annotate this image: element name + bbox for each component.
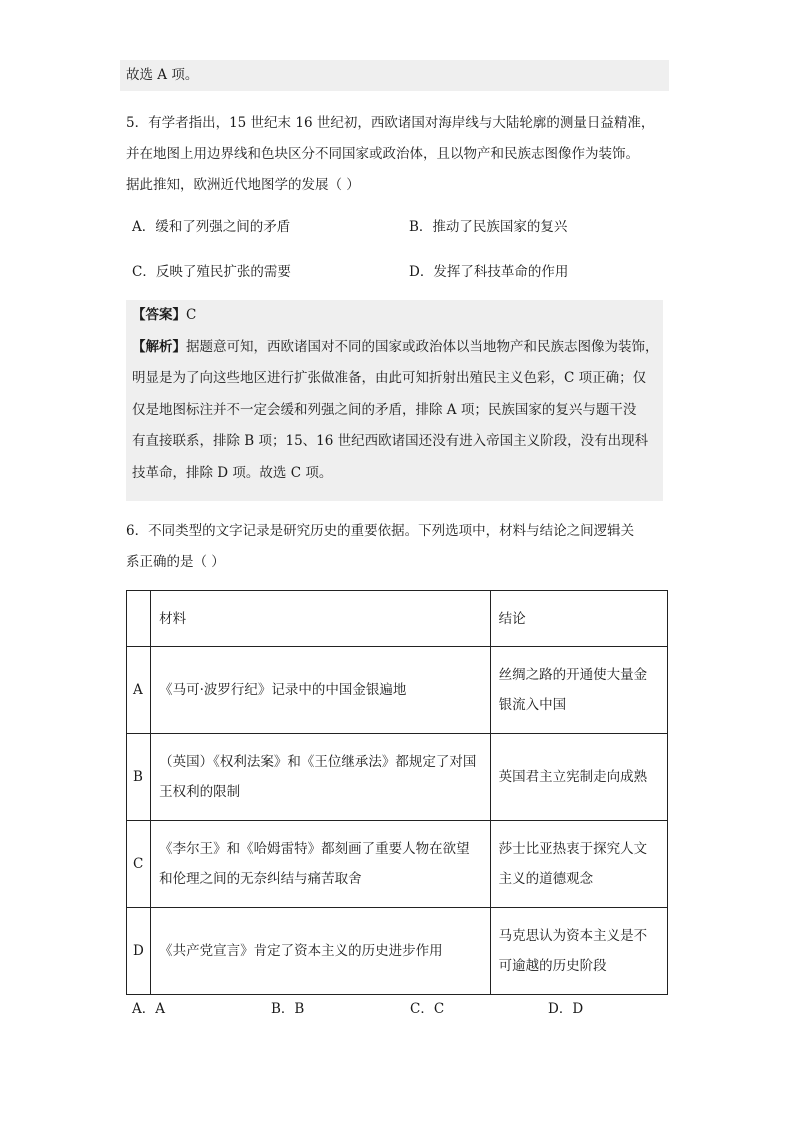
option-a[interactable]: A．缓和了列强之间的矛盾 — [132, 219, 291, 235]
row-material — [151, 734, 491, 821]
analysis-text-1: 据题意可知，西欧诸国对不同的国家或政治体以当地物产和民族志图像为装饰， — [186, 338, 659, 355]
options-row-2 — [126, 257, 671, 287]
answer-label: 【答案】 — [132, 307, 186, 323]
question-6-line-1: 6．不同类型的文字记录是研究历史的重要依据。下列选项中，材料与结论之间逻辑关 — [126, 523, 635, 539]
table-header-material: 材料 — [151, 591, 491, 647]
table-row — [127, 647, 668, 734]
row-material-line: （英国）《权利法案》和《王位继承法》都规定了对国 — [159, 754, 477, 770]
question-5-stem — [126, 108, 671, 201]
row-material — [151, 647, 491, 734]
row-material — [151, 821, 491, 908]
row-conclusion-line: 英国君主立宪制走向成熟 — [498, 769, 648, 785]
row-material-line: 《李尔王》和《哈姆雷特》都刻画了重要人物在欲望 — [159, 841, 470, 857]
row-key: D — [127, 908, 151, 995]
option-d[interactable]: D．发挥了科技革命的作用 — [409, 264, 569, 280]
table-row — [127, 734, 668, 821]
question-6-stem — [126, 516, 671, 578]
table-header-row — [127, 591, 668, 647]
q6-option-a[interactable]: A．A — [132, 1001, 165, 1017]
row-material-line: 王权利的限制 — [159, 784, 241, 800]
row-material-line: 和伦理之间的无奈纠结与痛苦取舍 — [159, 871, 362, 887]
q6-option-b[interactable]: B．B — [271, 1001, 305, 1017]
row-key: B — [127, 734, 151, 821]
q6-option-c[interactable]: C．C — [410, 1001, 445, 1017]
analysis-line-5: 技革命，排除 D 项。故选 C 项。 — [132, 464, 333, 481]
row-material-line: 《马可·波罗行纪》记录中的中国金银遍地 — [159, 682, 407, 698]
row-conclusion — [490, 908, 667, 995]
question-6-table — [126, 590, 668, 995]
table-header-conclusion: 结论 — [490, 591, 667, 647]
row-conclusion — [490, 821, 667, 908]
question-6-line-2: 系正确的是（ ） — [126, 554, 225, 570]
previous-answer-text: 故选 A 项。 — [126, 67, 199, 83]
row-conclusion-line: 丝绸之路的开通使大量金 — [498, 667, 648, 683]
row-key: A — [127, 647, 151, 734]
question-5-line-2: 并在地图上用边界线和色块区分不同国家或政治体，且以物产和民族志图像作为装饰。 — [126, 146, 639, 162]
table-row — [127, 908, 668, 995]
question-5-options-2 — [126, 257, 671, 287]
table-row — [127, 821, 668, 908]
analysis-line-2: 明显是为了向这些地区进行扩张做准备，由此可知折射出殖民主义色彩，C 项正确；仅 — [132, 370, 647, 386]
row-conclusion-line: 可逾越的历史阶段 — [498, 958, 607, 974]
row-conclusion — [490, 647, 667, 734]
analysis-label: 【解析】 — [132, 338, 186, 355]
options-row-1 — [126, 212, 671, 242]
option-b[interactable]: B．推动了民族国家的复兴 — [409, 219, 568, 235]
row-conclusion-line: 主义的道德观念 — [498, 871, 594, 887]
row-material — [151, 908, 491, 995]
table-header-key — [127, 591, 151, 647]
row-conclusion-line: 马克思认为资本主义是不 — [498, 928, 648, 944]
previous-answer-tail — [120, 60, 669, 91]
answer-line — [126, 300, 663, 332]
answer-value: C — [186, 307, 197, 323]
row-conclusion-line: 莎士比亚热衷于探究人文 — [498, 841, 648, 857]
question-5-options — [126, 212, 671, 242]
question-5-line-1: 5．有学者指出，15 世纪末 16 世纪初，西欧诸国对海岸线与大陆轮廓的测量日益精准， — [126, 115, 655, 131]
row-key: C — [127, 821, 151, 908]
row-conclusion — [490, 734, 667, 821]
question-6-options — [126, 994, 671, 1024]
analysis-line-3: 仅是地图标注并不一定会缓和列强之间的矛盾，排除 A 项；民族国家的复兴与题干没 — [132, 401, 637, 418]
option-c[interactable]: C．反映了殖民扩张的需要 — [132, 264, 291, 280]
q6-option-d[interactable]: D．D — [548, 1001, 584, 1017]
row-material-line: 《共产党宣言》肯定了资本主义的历史进步作用 — [159, 943, 443, 959]
question-5-line-3: 据此推知，欧洲近代地图学的发展（ ） — [126, 177, 360, 193]
row-conclusion-line: 银流入中国 — [498, 697, 567, 713]
analysis-line-4: 有直接联系，排除 B 项；15、16 世纪西欧诸国还没有进入帝国主义阶段，没有出现科 — [132, 433, 649, 449]
analysis-line-1 — [126, 332, 663, 364]
answer-explanation-box — [126, 300, 663, 501]
